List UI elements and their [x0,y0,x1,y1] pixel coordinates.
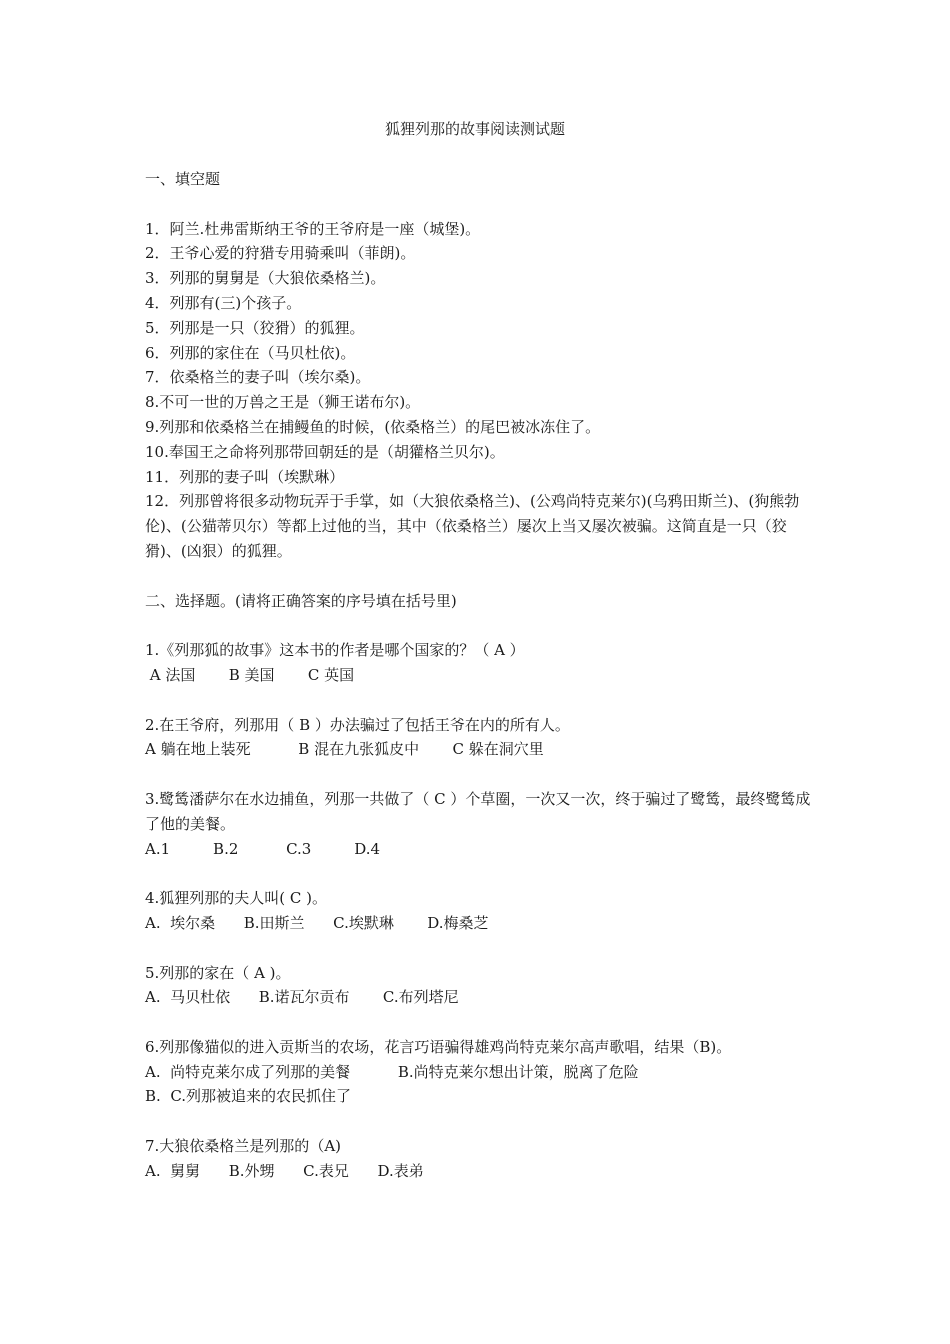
fill-blank-item: 6．列那的家住在（马贝杜依)。 [145,343,356,362]
fill-blank-item: 4．列那有(三)个孩子。 [145,293,302,312]
fill-blank-item: 12．列那曾将很多动物玩弄于手掌，如（大狼依桑格兰)、(公鸡尚特克莱尔)(乌鸦田斯兰)、(狗熊勃伦)、(公猫蒂贝尔）等都上过他的当，其中（依桑格兰）屡次上当又屡次被骗。这简直是一只（狡猾)、(凶狠）的狐狸。 [145,492,800,560]
question-text: 5.列那的家在（ A )。 [145,963,291,982]
document-body [145,167,815,1184]
fill-blank-item: 8.不可一世的万兽之王是（狮王诺布尔)。 [145,393,421,412]
fill-blank-item: 1．阿兰.杜弗雷斯纳王爷的王爷府是一座（城堡)。 [145,219,481,238]
fill-blank-item: 9.列那和依桑格兰在捕鳗鱼的时候，(依桑格兰）的尾巴被冰冻住了。 [145,417,601,436]
fill-blank-item: 3．列那的舅舅是（大狼依桑格兰)。 [145,269,386,288]
question-options: A. 马贝杜依 B.诺瓦尔贡布 C.布列塔尼 [145,988,459,1007]
fill-blank-item: 11．列那的妻子叫（埃默琳） [145,467,345,486]
fill-blank-item: 2．王爷心爱的狩猎专用骑乘叫（菲朗)。 [145,244,416,263]
question-options: B. C.列那被追来的农民抓住了 [145,1087,352,1106]
fill-blank-item: 7．依桑格兰的妻子叫（埃尔桑)。 [145,368,371,387]
question-options: A. 埃尔桑 B.田斯兰 C.埃默琳 D.梅桑芝 [145,913,489,932]
question-options: A.1 B.2 C.3 D.4 [145,839,381,858]
document-title: 狐狸列那的故事阅读测试题 [384,120,565,138]
question-text: 3.鹭鸶潘萨尔在水边捕鱼，列那一共做了（ C ）个草圈，一次又一次，终于骗过了鹭鸶，最终鹭鸶成了他的美餐。 [145,789,811,833]
question-options: A. 尚特克莱尔成了列那的美餐 B.尚特克莱尔想出计策，脱离了危险 [145,1062,639,1081]
question-text: 2.在王爷府，列那用（ B ）办法骗过了包括王爷在内的所有人。 [145,715,570,734]
question-options: A 躺在地上装死 B 混在九张狐皮中 C 躲在洞穴里 [145,740,544,759]
fill-blank-item: 5．列那是一只（狡猾）的狐狸。 [145,318,365,337]
question-options: A 法国 B 美国 C 英国 [145,665,355,684]
fill-blank-item: 10.奉国王之命将列那带回朝廷的是（胡獾格兰贝尔)。 [145,442,505,461]
section-heading-fill-blank: 一、填空题 [145,170,221,188]
question-options: A. 舅舅 B.外甥 C.表兄 D.表弟 [145,1161,424,1180]
question-text: 1.《列那狐的故事》这本书的作者是哪个国家的？（ A ） [145,641,525,660]
question-text: 7.大狼依桑格兰是列那的（A) [145,1137,341,1156]
question-text: 6.列那像猫似的进入贡斯当的农场，花言巧语骗得雄鸡尚特克莱尔高声歌唱，结果（B)。 [145,1037,732,1056]
question-text: 4.狐狸列那的夫人叫( C )。 [145,889,328,908]
section-heading-multiple-choice: 二、选择题。(请将正确答案的序号填在括号里) [145,591,457,610]
